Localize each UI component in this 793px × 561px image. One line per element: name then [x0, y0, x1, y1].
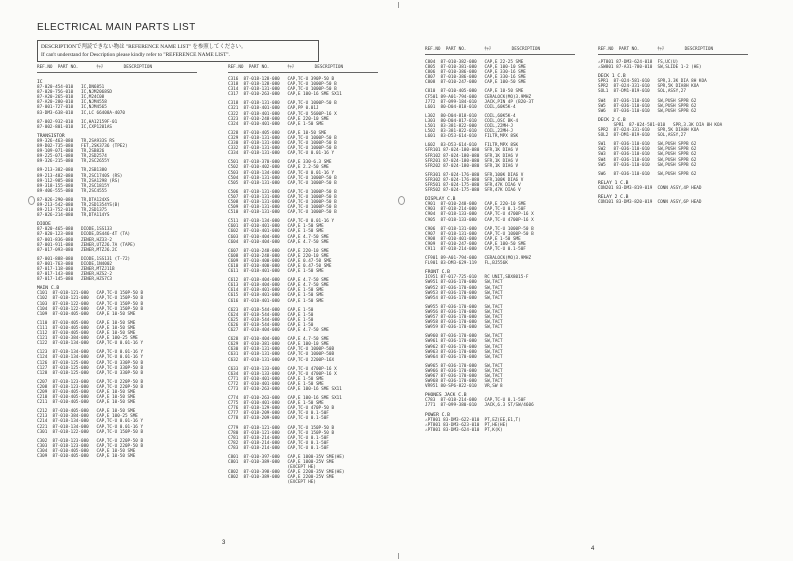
part-row: L303 80-D04-817-010 COIL,OSC BK-4: [425, 118, 519, 124]
part-row: SW962 87-036-170-080 SW,TACT: [425, 344, 503, 350]
section-heading: MAIN C.B: [37, 286, 60, 292]
part-row: FL901 83-DM3-629-119 FL,BJ556K: [425, 261, 508, 267]
part-row: VR951 80-SP6-822-010 VR,SW 8: [425, 384, 503, 390]
part-row: SW2 87-036-110-010 SW,PUSH SPPB 62: [598, 147, 697, 153]
part-row: C905 87-018-133-080 CAP,TC-U 4700P-16 X: [425, 217, 534, 223]
part-row: C602 87-010-401-080 CAP,E 1-50 SME: [228, 229, 324, 235]
part-row: SW6 87-036-110-010 SW,PUSH SPPB 62: [598, 108, 697, 114]
part-row: C323 87-010-248-080 CAP,E 220-10 SME: [228, 116, 329, 122]
part-row: C318 87-018-128-080 CAP,TC-U 1000P-50 B: [228, 82, 337, 88]
part-row: SW1 87-036-110-010 SW,PUSH SPPB 62: [598, 142, 697, 148]
part-row: C782 87-018-214-080 CAP,TC-U 0.1-50F: [228, 440, 329, 446]
part-row: SW4 87-036-110-010 SW,PUSH SPPB 62: [598, 157, 697, 163]
part-row: C603 87-010-404-080 CAP,E 4.7-50 SME: [228, 234, 329, 240]
part-row: C634 87-018-133-080 CAP,TC-U 4700P-16 X: [228, 371, 337, 377]
section-heading: FRONT C.B: [425, 270, 450, 276]
part-row: C623 87-018-544-080 CAP,E 1-50: [228, 307, 314, 313]
part-row: C109 87-010-405-080 CAP,E 10-50 SME: [37, 311, 136, 317]
part-row: 89-D02-735-080 FET,2SK3736 (TPE2): [37, 144, 128, 150]
part-row: SW5 87-036-110-010 SW,PUSH SPPB 62: [598, 103, 697, 109]
part-row: C903 87-018-214-080 CAP,TC-U 0.1-50F: [425, 207, 526, 213]
part-row: C324 87-010-401-080 CAP,E 1-50 SME: [228, 121, 324, 127]
part-row: 87-A20-265-010 IC,M24C08: [37, 95, 105, 101]
page-number-left: 3: [222, 540, 226, 546]
part-row: 87-026-290-080 TR,DTA124XS: [37, 197, 110, 203]
header-rule-2: [228, 72, 378, 73]
part-row: C213 87-010-384-080 CAP,E 100-25 SME: [37, 414, 138, 420]
part-row: C334 87-018-131-080 CAP,TC-U 0.01-16 Y: [228, 151, 335, 157]
page-number-right: 4: [591, 546, 595, 552]
part-row: C214 87-018-134-080 CAP,TC-U 0.01-16 Y: [37, 419, 144, 425]
part-row: SW3 87-036-110-010 SW,PUSH SPPB 62: [598, 152, 697, 158]
reference-note-box: [37, 40, 319, 62]
part-row: SW961 87-036-170-080 SW,TACT: [425, 339, 503, 345]
part-row: C615 87-018-401-080 CAP,E 1-50 SME: [228, 293, 324, 299]
column-header-4: REF.NO PART NO. ｷｬﾗ DESCRIPTION: [598, 47, 714, 52]
part-row: C779 87-018-121-080 CAP,TC-U 150P-50 B: [228, 425, 335, 431]
part-row: C631 87-018-131-080 CAP,TC-U 1000P-50B: [228, 352, 335, 358]
part-row: ⚠SW801 87-A31-780-010 SW,SLIDE 1-2 (HE): [598, 65, 702, 71]
part-row: C510 87-018-131-080 CAP,TC-U 1000P-50 B: [228, 210, 337, 216]
part-row: SFR302 87-024-176-080 SFR,100K DIA6 V: [425, 177, 524, 183]
part-row: C318 87-018-131-080 CAP,TC-U 1000P-50 B: [228, 101, 337, 107]
part-row: 87-001-727-010 IC,NJM4565: [37, 105, 107, 111]
part-row: C630 87-018-131-080 CAP,TC-U 1000P-50B: [228, 347, 335, 353]
part-row: 87-002-801-010 IC,CXP1201AS: [37, 124, 113, 130]
part-row: SOL2 87-DM1-819-010 SOL,ASSY,27: [598, 133, 686, 139]
part-row: C614 87-018-401-080 CAP,E 1-50 SME: [228, 288, 324, 294]
part-row: 89-225-071-080 TR,2SD2574: [37, 154, 107, 160]
part-row: C908 87-010-401-080 CAP,E 1-50 SME: [425, 236, 521, 242]
part-row: C302 87-018-123-080 CAP,TC-U 220P-50 B: [37, 438, 144, 444]
part-row: C502 87-010-402-080 CAP,E 2.2-50 SME: [228, 165, 329, 171]
part-row: 87-017-118-080 ZENER,MTZJ11B: [37, 267, 115, 272]
part-row: SPR2 87-024-331-010 SPR,5K DIA8H KOA: [598, 84, 699, 90]
part-row: CF501 89-A01-794-080 CERALOCK(MO)3.9MHZ: [425, 94, 532, 100]
part-row: (EXCEPT HE): [228, 480, 316, 486]
part-row: C210 87-010-405-080 CAP,E 10-50 SME: [37, 395, 136, 401]
part-row: C309 87-010-405-080 CAP,E 10-50 SME: [37, 454, 136, 459]
part-row: SFR301 87-024-176-080 SFR,100K DIA6 V: [425, 172, 524, 178]
part-row: C810 87-010-405-080 CAP,E 10-50 SME: [425, 89, 524, 95]
part-row: 83-DM3-638-010 IC,LC 66408A-4070: [37, 110, 125, 116]
parts-column-2: [228, 77, 344, 486]
center-tick-top: [398, 2, 399, 8]
part-row: SW967 87-036-170-080 SW,TACT: [425, 373, 503, 379]
part-row: C127 87-018-125-080 CAP,TC-U 330P-50 B: [37, 365, 144, 371]
part-row: 89-406-555-080 TR,2SC4555: [37, 188, 107, 194]
part-row: L601 83-D53-614-010 FILTR,MPX 8SK: [425, 134, 519, 140]
parts-column-1: [37, 80, 143, 459]
part-row: C303 87-018-123-080 CAP,TC-U 220P-50 B: [37, 443, 144, 449]
part-row: C628 87-010-404-080 CAP,E 4.7-50 SME: [228, 337, 329, 343]
part-row: C801 87-010-397-080 CAP,E 1000-35V SME(HE): [228, 455, 345, 460]
center-tick-bottom: [398, 553, 399, 559]
part-row: C624 87-018-544-080 CAP,E 1-50: [228, 312, 314, 318]
part-row: C601 87-010-401-080 CAP,E 1-50 SME: [228, 224, 324, 230]
part-row: SFR101 87-024-180-080 SFR,1K DIA6 V: [425, 148, 519, 154]
part-row: C906 87-018-131-080 CAP,TC-U 1000P-50 B: [425, 226, 534, 232]
part-row: SW952 87-036-170-080 SW,TACT: [425, 285, 503, 291]
part-row: 89-213-482-080 TR,2SC1740S (RS): [37, 173, 123, 179]
header-rule-4: [598, 54, 748, 55]
part-row: SW955 87-036-170-080 SW,TACT: [425, 304, 503, 310]
part-row: C783 87-018-214-080 CAP,TC-U 0.1-50F: [425, 398, 526, 404]
part-row: C208 87-018-123-080 CAP,TC-U 220P-50 B: [37, 384, 144, 390]
part-row: C504 87-018-131-080 CAP,TC-U 1000P-50 B: [228, 175, 337, 181]
part-row: 89-213-382-080 TR,2SB1380: [37, 168, 107, 174]
part-row: SPR1 87-024-581-010 SPR,3.3K DIA 8H KOA: [598, 79, 707, 85]
part-row: C808 87-010-247-080 CAP,E 100-50 SME: [425, 80, 526, 86]
part-row: 87-020-756-010 IC,NJM2068SD: [37, 90, 113, 96]
part-row: C104 87-018-122-080 CAP,TC-U 150P-50 B: [37, 306, 144, 312]
part-row: C613 87-018-404-080 CAP,E 4.7-50 SME: [228, 283, 329, 289]
binding-hole-left: [28, 196, 35, 205]
part-row: C771 87-010-401-080 CAP,E 1-50 SME: [228, 376, 324, 382]
part-row: C122 87-018-134-080 CAP,TC-U 0.01-16 Y: [37, 341, 144, 347]
part-row: C317 87-010-263-080 CAP,E 100-16 SME SX11: [228, 92, 342, 98]
section-heading: DIODE: [37, 222, 51, 228]
part-row: C909 87-010-247-080 CAP,E 100-50 SME: [425, 241, 526, 247]
part-row: C123 87-018-134-080 CAP,TC-U 0.01-16 Y: [37, 350, 144, 356]
note-line-japanese: DESCRIPTIONで判読できない物は "REFERENCE NAME LIST" を参照してください。: [41, 44, 247, 50]
part-row: C775 87-010-401-080 CAP,E 1-50 SME: [228, 401, 324, 407]
part-row: SW6 87-036-110-010 SW,PUSH SPPB 62: [598, 171, 697, 177]
part-row: 89-112-985-080 TR,2SA1298 (RS): [37, 178, 120, 184]
part-row: 89-109-071-080 TR,2SB826: [37, 149, 105, 155]
part-row: L501 83-381-822-000 COIL,22MH-J: [425, 124, 513, 130]
part-row: 87-017-143-080 ZENER,HZS2-2: [37, 272, 113, 278]
part-row: C501 87-018-370-080 CAP,E 330-6.3 SME: [228, 160, 332, 166]
part-row: C608 87-010-248-080 CAP,E 220-10 SME: [228, 253, 329, 259]
part-row: C804 87-010-382-080 CAP,E 22-25 SME: [425, 60, 524, 65]
part-row: C777 87-018-209-080 CAP,TC-U 0.1-50F: [228, 411, 329, 417]
part-row: C110 87-010-405-080 CAP,E 10-50 SME: [37, 320, 136, 326]
part-row: 87-001-836-080 ZENER,HZ33-2: [37, 237, 113, 243]
part-row: ⚠PT801 83-DM3-624-010 PT,K(K): [425, 427, 503, 433]
part-row: C503 87-018-134-080 CAP,TC-U 0.01-16 Y: [228, 170, 335, 176]
part-row: SW959 87-036-170-080 SW,TACT: [425, 325, 503, 331]
part-row: CON101 83-DM3-820-019 CONN ASSY,6P HEAD: [598, 200, 702, 206]
part-row: 89-318-155-080 TR,2SC1815Y: [37, 183, 110, 189]
part-row: SW960 87-036-170-080 SW,TACT: [425, 334, 503, 340]
part-row: 87-017-145-080 ZENER,HZS7C3: [37, 277, 113, 283]
part-row: J771 87-099-380-010 JACK,6.3 ST/SW/4606: [425, 403, 534, 409]
part-row: C330 87-018-131-080 CAP,TC-U 1000P-50 B: [228, 141, 337, 147]
part-row: SW957 87-036-170-080 SW,TACT: [425, 315, 503, 321]
part-row: J772 87-099-184-010 JACK,PIN 4P (B20-3T: [425, 99, 534, 105]
part-row: SW5 87-036-110-010 SW,PUSH SPPB 62: [598, 162, 697, 168]
part-row: C802 87-010-398-080 CAP,E 2200-35V SME(HE): [228, 470, 345, 476]
section-heading: RELAY 2 C.B: [598, 194, 629, 200]
part-row: C633 87-018-133-080 CAP,TC-U 4700P-16 X: [228, 366, 337, 372]
part-row: C783 87-018-214-080 CAP,TC-U 0.1-50F: [228, 445, 329, 451]
section-heading: TRANSISTOR: [37, 133, 65, 139]
part-row: C212 87-010-405-080 CAP,E 10-50 SME: [37, 409, 136, 415]
part-row: C612 87-018-404-080 CAP,E 4.7-50 SME: [228, 278, 329, 284]
column-header-1: REF.NO PART NO. ｷｬﾗ DESCRIPTION: [37, 65, 153, 70]
part-row: L302 80-D04-818-010 COIL,60K5K-4: [425, 113, 516, 119]
part-row: C632 87-018-131-080 CAP,TC-U 2200P-16X: [228, 357, 335, 363]
part-row: C616 87-018-401-080 CAP,E 1-50 SME: [228, 298, 324, 304]
section-heading: DECK 2 C.B: [598, 117, 626, 123]
part-row: CF901 89-A01-794-080 CERALOCK(MO)3.9MHZ: [425, 256, 532, 262]
part-row: C901 87-010-248-080 CAP,E 220-10 SME: [425, 202, 526, 208]
part-row: ⚠PT801 83-DM3-623-010 PT,HE(HE): [425, 422, 508, 428]
part-row: ⚠PT801 83-DM3-622-010 PT,EZ(EE,E1,T): [425, 417, 521, 423]
part-row: SW968 87-036-170-080 SW,TACT: [425, 379, 503, 385]
part-row: SW954 87-036-170-080 SW,TACT: [425, 295, 503, 301]
header-rule-3: [425, 54, 575, 55]
part-row: C604 87-010-404-080 CAP,E 4.7-50 SME: [228, 239, 329, 245]
header-rule-1: [37, 72, 197, 73]
part-row: L601 80-D04-818-010 COIL,60K5K-4: [425, 104, 516, 110]
part-row: C329 87-018-131-080 CAP,TC-U 1000P-50 B: [228, 135, 337, 141]
part-row: SW951 87-036-170-080 SW,TACT: [425, 280, 503, 286]
part-row: C609 87-010-400-080 CAP,E 0.47-50 SME: [228, 258, 332, 264]
part-row: C316 87-018-128-080 CAP,TC-U 390P-50 B: [228, 77, 335, 82]
parts-column-3: [425, 60, 534, 433]
part-row: C321 87-018-401-080 CAP,PP 0.01J: [228, 106, 319, 112]
part-row: SW966 87-036-170-080 SW,TACT: [425, 368, 503, 374]
part-row: ⚠PT801 87-DM3-624-018 FS,UC(U): [598, 60, 679, 65]
part-row: SFR102 87-024-180-080 SFR,1K DIA6 V: [425, 153, 519, 159]
part-row: C627 87-018-404-080 CAP,E 4.7-50 SME: [228, 328, 329, 334]
part-row: C806 87-010-386-080 CAP,E 330-16 SME: [425, 70, 526, 76]
part-row: C780 87-018-121-080 CAP,TC-U 150P-50 B: [228, 430, 335, 436]
part-row: SW963 87-036-170-080 SW,TACT: [425, 349, 503, 355]
part-row: C304 87-010-405-080 CAP,E 10-50 SME: [37, 448, 136, 454]
part-row: C907 87-018-131-080 CAP,TC-U 1000P-50 B: [425, 231, 534, 237]
part-row: SW4 87-036-110-010 SW,PUSH SPPB 62: [598, 98, 697, 104]
part-row: 87-020-465-080 DIODE,1SS133: [37, 227, 113, 233]
part-row: C332 87-018-131-080 CAP,TC-U 1000P-50 B: [228, 146, 337, 152]
part-row: SW956 87-036-170-080 SW,TACT: [425, 309, 503, 315]
part-row: SW958 87-036-170-080 SW,TACT: [425, 320, 503, 326]
part-row: SW964 87-036-170-080 SW,TACT: [425, 354, 503, 360]
part-row: C101 87-018-121-080 CAP,TC-U 150P-50 B: [37, 291, 144, 297]
part-row: C508 87-018-131-080 CAP,TC-U 1000P-50 B: [228, 199, 337, 205]
part-row: CON201 83-DM3-819-019 CONN ASSY,4P HEAD: [598, 185, 702, 191]
part-row: C509 87-018-131-080 CAP,TC-U 1000P-50 B: [228, 205, 337, 211]
part-row: 87-020-454-010 IC,DN6851: [37, 85, 105, 91]
part-row: C802 87-010-389-080 CAP,E 2200-25V SME: [228, 475, 335, 481]
column-header-3: REF.NO PART NO. ｷｬﾗ DESCRIPTION: [425, 47, 541, 52]
part-row: SOL1 87-DM1-819-010 SOL,ASSY,27: [598, 89, 686, 95]
part-row: C629 87-010-381-080 CAP,E 100-10 SME: [228, 342, 329, 348]
part-row: L502 83-381-822-010 COIL,22MH-J: [425, 129, 513, 135]
part-row: C209 87-010-405-080 CAP,E 10-50 SME: [37, 389, 136, 395]
part-row: C607 87-010-248-080 CAP,E 220-10 SME: [228, 248, 329, 254]
part-row: C904 87-018-133-080 CAP,TC-U 4700P-16 X: [425, 212, 534, 218]
section-heading: IC: [37, 80, 43, 85]
part-row: C221 87-018-134-080 CAP,TC-U 0.01-16 Y: [37, 424, 144, 430]
part-row: (EXCEPT HE): [228, 465, 316, 471]
section-heading: PHONES JACK C.B: [425, 393, 467, 399]
part-row: 87-A20-280-010 IC,NJM4558: [37, 100, 107, 106]
part-row: 87-001-763-080 DIODE,1N4002: [37, 261, 113, 267]
part-row: C511 87-018-134-080 CAP,TC-U 0.01-16 Y: [228, 219, 335, 225]
part-row: C781 87-018-214-080 CAP,TC-U 0.1-50F: [228, 435, 329, 441]
part-row: 89-213-752-010 TR,2SD1375: [37, 208, 107, 214]
section-heading: DISPLAY C.B: [425, 197, 456, 203]
part-row: C772 87-010-401-080 CAP,E 1-50 SME: [228, 381, 324, 387]
part-row: C102 87-018-121-080 CAP,TC-U 150P-50 B: [37, 296, 144, 302]
part-row: SFR502 87-024-175-080 SFR,47K DIA6 V: [425, 188, 521, 194]
part-row: C111 87-010-405-080 CAP,E 10-50 SME: [37, 325, 136, 331]
part-row: C778 87-018-209-080 CAP,TC-U 0.1-50F: [228, 416, 329, 422]
part-row: C773 87-010-263-080 CAP,E 100-16 SME SX11: [228, 386, 342, 392]
part-row: C801 87-010-389-080 CAP,E 1000-25V SME: [228, 460, 335, 466]
section-heading: RELAY 1 C.B: [598, 180, 629, 186]
part-row: 87-026-214-080 TR,DTA114YS: [37, 213, 110, 219]
part-row: C126 87-018-125-080 CAP,TC-U 330P-50 B: [37, 360, 144, 366]
part-row: IC951 87-017-725-010 RC UNIT,SBX8015-F: [425, 275, 529, 281]
document-title: ELECTRICAL MAIN PARTS LIST: [37, 22, 196, 33]
part-row: C121 87-010-384-080 CAP,E 100-25 SME: [37, 336, 138, 342]
part-row: C207 87-018-123-080 CAP,TC-U 220P-50 B: [37, 379, 144, 385]
binding-hole-right: [398, 196, 405, 205]
part-row: SFR202 87-024-180-080 SFR,1K DIA6 V: [425, 163, 519, 169]
part-row: C805 87-010-381-080 CAP,E 100-10 SME: [425, 65, 526, 71]
part-row: SPR1 87-024-581-010 SPR,3.3K DIA 8H KOA: [598, 122, 723, 128]
part-row: SFR201 87-024-180-080 SFR,1K DIA6 V: [425, 158, 519, 164]
part-row: C124 87-018-134-080 CAP,TC-U 0.01-16 Y: [37, 355, 144, 361]
part-row: C103 87-018-122-080 CAP,TC-U 150P-50 B: [37, 301, 144, 307]
part-row: SW953 87-036-170-080 SW,TACT: [425, 290, 503, 296]
part-row: 89-213-542-080 TR,2SD1354YS(B): [37, 202, 120, 208]
part-row: C314 87-018-131-080 CAP,TC-U 1000P-50 B: [228, 87, 337, 93]
part-row: C112 87-010-405-080 CAP,E 10-50 SME: [37, 331, 136, 337]
part-row: C611 87-018-401-080 CAP,E 1-50 SME: [228, 269, 324, 275]
part-row: C505 87-018-131-080 CAP,TC-U 1000P-50 B: [228, 180, 337, 186]
part-row: SPR2 87-024-331-010 SPR,5K DIA8H KOA: [598, 128, 699, 134]
part-row: C328 87-010-405-080 CAP,E 10-50 SME: [228, 130, 327, 136]
part-row: C774 87-010-263-080 CAP,E 100-16 SME SX11: [228, 396, 342, 402]
part-row: C626 87-018-544-080 CAP,E 1-50: [228, 322, 314, 328]
part-row: C807 87-010-386-080 CAP,E 330-16 SME: [425, 75, 526, 81]
part-row: 89-326-463-080 TR,2SA933S RS: [37, 138, 115, 144]
part-row: 87-020-123-080 DIODE,DS446-4T (TA): [37, 232, 131, 238]
part-row: 87-001-888-080 DIODE,1SS131 (T-72): [37, 256, 131, 262]
part-row: C128 87-018-125-080 CAP,TC-U 330P-50 B: [37, 370, 144, 376]
part-row: C776 87-018-129-080 CAP,TC-U 470P-50 B: [228, 406, 335, 412]
part-row: C625 87-018-544-080 CAP,E 1-50: [228, 317, 314, 323]
parts-column-4: [598, 60, 722, 205]
part-row: C211 87-010-405-080 CAP,E 10-50 SME: [37, 400, 136, 406]
part-row: 89-326-215-080 TR,2SC2655Y: [37, 159, 110, 165]
section-heading: DECK 1 C.B: [598, 74, 626, 80]
column-header-2: REF.NO PART NO. ｷｬﾗ DESCRIPTION: [228, 65, 344, 70]
part-row: C610 87-010-400-080 CAP,E 0.47-50 SME: [228, 264, 332, 269]
part-row: C507 87-018-131-080 CAP,TC-U 1000P-50 B: [228, 194, 337, 200]
part-row: C911 87-018-214-080 CAP,TC-U 0.1-50F: [425, 247, 526, 252]
part-row: 87-002-932-010 IC,HA12159F-01: [37, 119, 118, 125]
part-row: 87-017-093-080 ZENER,MTZJ6.2C: [37, 247, 118, 253]
section-heading: POWER C.B: [425, 412, 450, 418]
part-row: 87-001-911-080 ZENER,UTZJ6.7A (TAPE): [37, 242, 136, 248]
part-row: C301 87-018-122-080 CAP,TC-U 150P-50 B: [37, 429, 144, 435]
note-line-english: If can't understand for Description please kindly refer to "REFERENCE NAME LIST".: [41, 52, 230, 58]
part-row: C506 87-018-131-080 CAP,TC-U 1000P-50 B: [228, 189, 337, 195]
part-row: SFR501 87-024-175-080 SFR,47K DIA6 V: [425, 182, 521, 188]
part-row: L602 83-D53-614-010 FILTR,MPX 8SK: [425, 143, 519, 149]
part-row: SW965 87-036-170-080 SW,TACT: [425, 363, 503, 369]
part-row: C322 87-018-401-080 CAP,TC-U 5600P-16 X: [228, 111, 337, 117]
